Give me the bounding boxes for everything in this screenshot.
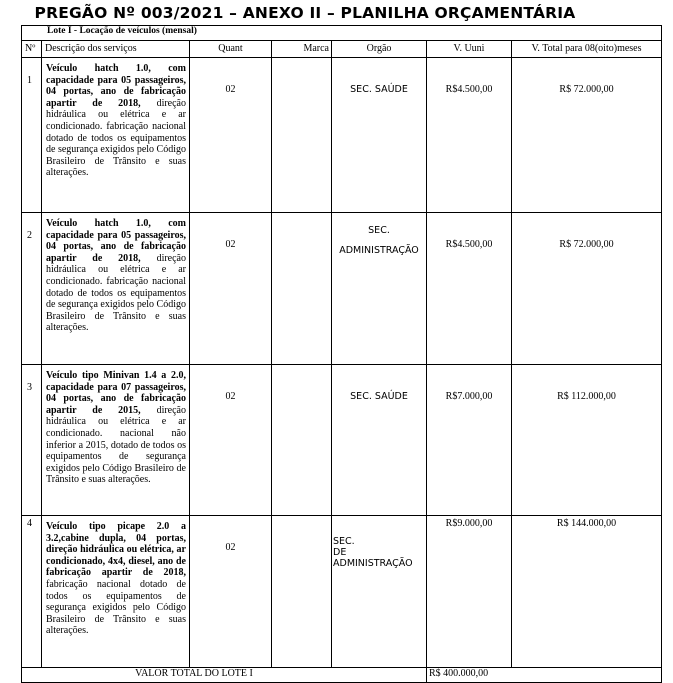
row-orgao bbox=[332, 516, 427, 668]
header-quant: Quant bbox=[190, 41, 272, 58]
description-bold: Veículo tipo Minivan 1.4 a 2.0, capacidade para 07 passageiros, 04 portas, ano de fabricação apartir de 2015, bbox=[46, 370, 186, 416]
total-value: R$ 400.000,00 bbox=[427, 668, 662, 683]
row-number: 4 bbox=[22, 516, 42, 668]
row-number: 1 bbox=[22, 58, 42, 213]
description-normal: fabricação nacional dotado de todos os equipamentos de segurança exigidos pelo Código Brasileiro de Trânsito e suas alterações. bbox=[46, 578, 186, 637]
header-vtotal: V. Total para 08(oito)meses bbox=[512, 41, 662, 58]
row-orgao: SEC. SAÚDE bbox=[332, 58, 427, 213]
lote-label: Lote I - Locação de veículos (mensal) bbox=[22, 26, 662, 41]
row-marca bbox=[272, 58, 332, 213]
row-description bbox=[42, 365, 190, 516]
row-vtotal: R$ 112.000,00 bbox=[512, 365, 662, 516]
row-marca bbox=[272, 365, 332, 516]
description-normal: direção hidráulica ou elétrica e ar condicionado. fabricação nacional dotado de todos os equipamentos de segurança exigidos pelo Código Brasileiro de Trânsito e suas alterações. bbox=[46, 252, 186, 334]
row-description bbox=[42, 516, 190, 668]
row-description bbox=[42, 58, 190, 213]
description-bold: Veículo hatch 1.0, com capacidade para 05 passageiros, 04 portas, ano de fabricação apartir de 2018, bbox=[46, 218, 186, 264]
row-marca bbox=[272, 516, 332, 668]
table-row bbox=[22, 516, 662, 668]
orgao-line: SEC. bbox=[333, 536, 355, 547]
header-orgao: Orgão bbox=[332, 41, 427, 58]
orgao-line: ADMINISTRAÇÃO bbox=[333, 558, 413, 569]
row-orgao bbox=[332, 213, 427, 365]
budget-table bbox=[21, 25, 662, 683]
row-number: 2 bbox=[22, 213, 42, 365]
total-row bbox=[22, 668, 662, 683]
lote-row bbox=[22, 26, 662, 41]
description-normal: direção hidráulica ou elétrica e ar condicionado. nacional não inferior a 2015, dotado de todos os equipamentos de segurança exigidos pelo Código Brasileiro de Trânsito e suas alterações. bbox=[46, 404, 186, 486]
row-quant: 02 bbox=[190, 58, 272, 213]
description-normal: direção hidráulica ou elétrica e ar condicionado. fabricação nacional dotado de todos os equipamentos de segurança exigidos pelo Código Brasileiro de Trânsito e suas alterações. bbox=[46, 97, 186, 179]
row-vtotal: R$ 72.000,00 bbox=[512, 58, 662, 213]
total-label: VALOR TOTAL DO LOTE I bbox=[22, 668, 427, 683]
row-description bbox=[42, 213, 190, 365]
row-vunit: R$9.000,00 bbox=[427, 516, 512, 668]
row-vunit: R$4.500,00 bbox=[427, 58, 512, 213]
row-quant: 02 bbox=[190, 213, 272, 365]
row-vunit: R$7.000,00 bbox=[427, 365, 512, 516]
header-marca: Marca bbox=[272, 41, 332, 58]
row-vunit: R$4.500,00 bbox=[427, 213, 512, 365]
row-orgao: SEC. SAÚDE bbox=[332, 365, 427, 516]
table-row bbox=[22, 365, 662, 516]
orgao-line: ADMINISTRAÇÃO bbox=[339, 245, 419, 256]
orgao-line: SEC. bbox=[368, 225, 390, 236]
row-quant: 02 bbox=[190, 516, 272, 668]
row-quant: 02 bbox=[190, 365, 272, 516]
document-title: PREGÃO Nº 003/2021 – ANEXO II – PLANILHA ORÇAMENTÁRIA bbox=[34, 4, 576, 22]
row-number: 3 bbox=[22, 365, 42, 516]
header-desc: Descrição dos serviços bbox=[42, 41, 190, 58]
description-bold: Veículo tipo picape 2.0 a 3.2,cabine dupla, 04 portas, direção hidráulica ou elétrica, ar condicionado, 4x4, diesel, ano de fabricação apartir de 2018, bbox=[46, 521, 186, 579]
orgao-line: DE bbox=[333, 547, 347, 558]
header-num: Nº bbox=[22, 41, 42, 58]
header-vunit: V. Uuni bbox=[427, 41, 512, 58]
row-marca bbox=[272, 213, 332, 365]
header-row bbox=[22, 41, 662, 58]
row-vtotal: R$ 72.000,00 bbox=[512, 213, 662, 365]
row-vtotal: R$ 144.000,00 bbox=[512, 516, 662, 668]
table-row bbox=[22, 58, 662, 213]
table-row bbox=[22, 213, 662, 365]
description-bold: Veículo hatch 1.0, com capacidade para 05 passageiros, 04 portas, ano de fabricação apartir de 2018, bbox=[46, 63, 186, 109]
